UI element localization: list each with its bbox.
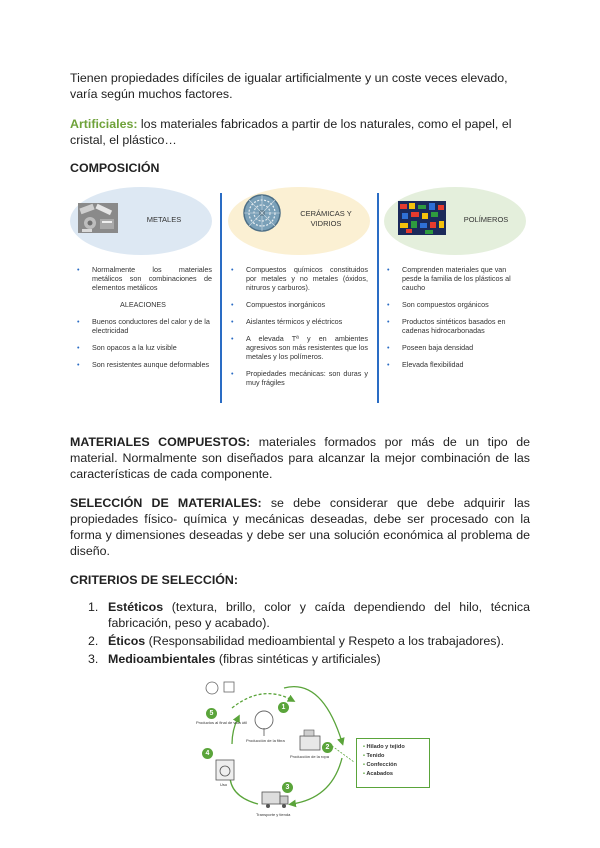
list-item: • Productos sintéticos basados en cadenas hidrocarbonadas [384, 317, 524, 335]
criterio-term: Éticos [108, 634, 146, 648]
list-item: • Elevada flexibilidad [384, 360, 524, 369]
list-item: • Normalmente los materiales metálicos son combinaciones de elementos metálicos [74, 265, 212, 292]
metals-image [78, 203, 118, 233]
production-steps-list [357, 739, 429, 779]
ceramicas-list [228, 265, 368, 395]
seleccion-text: se debe considerar que debe adquirir las propiedades físico- química y mecánicas deseadas, debe ser procesado con la forma y dimensiones deseadas y debe ser una solución económica al problema de diseño. [70, 496, 530, 558]
list-item: • Acabados [363, 770, 429, 779]
criterio-number: 3. [88, 652, 99, 666]
criterio-text: (fibras sintéticas y artificiales) [215, 652, 381, 666]
intro-paragraph [70, 70, 530, 102]
uso-label: Uso [220, 782, 228, 787]
polimeros-title: POLÍMEROS [463, 215, 509, 224]
list-item: • Propiedades mecánicas: son duras y muy frágiles [228, 369, 368, 387]
criterio-item [70, 599, 530, 631]
polymers-image [398, 201, 446, 235]
ceramicas-title-line2: VIDRIOS [310, 219, 342, 228]
list-item: • Confección [363, 761, 429, 770]
composicion-heading: COMPOSICIÓN [70, 161, 160, 175]
fibra-label: Producción de la fibra [246, 738, 285, 743]
ceramics-image [242, 193, 282, 233]
list-item: • Son resistentes aunque deformables [74, 360, 212, 369]
ceramicas-title-line1: CERÁMICAS Y [300, 209, 352, 218]
step-number: 1 [278, 702, 289, 713]
transporte-label: Transporte y tienda [256, 812, 291, 817]
list-item: • Poseen baja densidad [384, 343, 524, 352]
production-steps-box [356, 738, 430, 788]
list-item: • Aislantes térmicos y eléctricos [228, 317, 368, 326]
list-item: • Compuestos inorgánicos [228, 300, 368, 309]
seleccion-term: SELECCIÓN DE MATERIALES: [70, 496, 262, 510]
metales-header [70, 187, 212, 255]
list-item: • Hilado y tejido [363, 743, 429, 752]
ceramicas-header [228, 187, 370, 255]
criterio-number: 1. [88, 600, 99, 614]
ceramicas-title [288, 209, 364, 229]
metales-list [74, 265, 212, 377]
intro-text: Tienen propiedades difíciles de igualar artificialmente y un coste veces elevado, varía según muchos factores. [70, 71, 508, 101]
artificiales-paragraph [70, 116, 530, 148]
final-label: Productos al final de vida útil [196, 720, 247, 725]
step-number: 2 [322, 742, 333, 753]
seleccion-paragraph [70, 495, 530, 559]
polimeros-header [384, 187, 526, 255]
criterio-number: 2. [88, 634, 99, 648]
criterio-item [70, 651, 530, 667]
lifecycle-diagram [192, 678, 432, 830]
step-number: 4 [202, 748, 213, 759]
list-item: • Compuestos químicos constituidos por metales y no metales (óxidos, nitruros y carburos). [228, 265, 368, 292]
artificiales-term: Artificiales: [70, 117, 138, 131]
list-item: • Comprenden materiales que van pesde la familia de los plásticos al caucho [384, 265, 524, 292]
list-item: • Tenido [363, 752, 429, 761]
criterio-text: (Responsabilidad medioambiental y Respeto a los trabajadores). [145, 634, 505, 648]
list-item: • Son compuestos orgánicos [384, 300, 524, 309]
criterio-text: (textura, brillo, color y caída dependiendo del hilo, técnica fabricación, peso y acabado). [108, 600, 530, 630]
polimeros-list [384, 265, 524, 377]
ropa-label: Producción de la ropa [290, 754, 329, 759]
metales-title: METALES [146, 215, 182, 224]
compuestos-paragraph [70, 434, 530, 482]
criterio-item [70, 633, 530, 649]
column-divider [377, 193, 379, 403]
list-item: • Son opacos a la luz visible [74, 343, 212, 352]
list-item-heading: ALEACIONES [120, 300, 166, 309]
artificiales-text: los materiales fabricados a partir de los naturales, como el papel, el cristal, el plástico… [70, 117, 512, 147]
list-item: • Buenos conductores del calor y de la electricidad [74, 317, 212, 335]
composition-figure [70, 185, 530, 417]
step-number: 3 [282, 782, 293, 793]
column-divider [220, 193, 222, 403]
list-item: • A elevada Tª y en ambientes agresivos son más resistentes que los metales y los polímeros. [228, 334, 368, 361]
criterio-term: Estéticos [108, 600, 164, 614]
criterios-heading: CRITERIOS DE SELECCIÓN: [70, 573, 238, 587]
compuestos-text: materiales formados por más de un tipo de material. Normalmente son diseñados para alcanzar la mejor combinación de las características de cada componente. [70, 435, 530, 481]
criterio-term: Medioambientales [108, 652, 216, 666]
step-number: 5 [206, 708, 217, 719]
compuestos-term: MATERIALES COMPUESTOS: [70, 435, 251, 449]
criterios-list [70, 599, 530, 669]
